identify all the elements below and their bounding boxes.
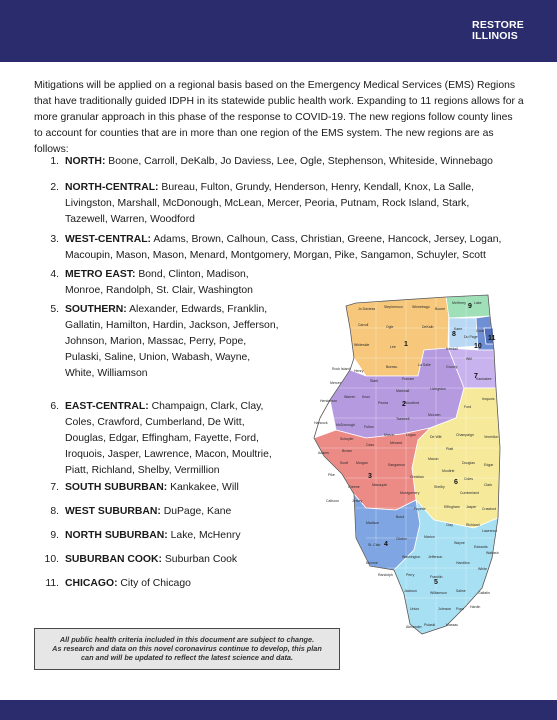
county-label: Madison — [366, 521, 380, 525]
county-label: Piatt — [446, 447, 454, 451]
disclaimer-line-2: As research and data on this novel coronavirus continue to develop, this plan — [52, 644, 322, 653]
region-number: 8. — [50, 506, 59, 517]
region-number-label: 3 — [368, 473, 372, 480]
county-label: Logan — [406, 433, 416, 437]
county-label: Moultrie — [442, 469, 455, 473]
restore-illinois-logo — [472, 20, 524, 42]
county-label: McDonough — [336, 423, 355, 427]
region-text-line — [65, 232, 525, 248]
county-label: Carroll — [358, 323, 369, 327]
intro-paragraph: Mitigations will be applied on a regional basis based on the Emergency Medical Services (EMS) Regions that have traditionally guided IDPH in its statewide public health work. Expanding to 11 regions allows for a more granular approach in this phase of the response to COVID-19. The new regions follow county lines to account for counties that are in more than one region of the EMS system. The new regions are as follows: — [34, 80, 524, 155]
county-label: Effingham — [444, 505, 460, 509]
county-label: Peoria — [378, 401, 389, 405]
region-counties: Boone, Carroll, DeKalb, Jo Daviess, Lee, Ogle, Stephenson, Whiteside, Winnebago — [108, 156, 493, 167]
county-label: Bond — [396, 515, 405, 519]
county-label: Douglas — [462, 461, 475, 465]
region-text-line — [65, 334, 315, 350]
region-counties: Pulaski, Saline, Union, Wabash, Wayne, — [65, 352, 251, 363]
county-label: Schuyler — [340, 437, 354, 441]
region-text — [65, 399, 315, 479]
region-name: SOUTH SUBURBAN: — [65, 482, 168, 493]
region-name: SUBURBAN COOK: — [65, 554, 162, 565]
county-label: Adams — [318, 451, 329, 455]
region-text-line — [65, 302, 315, 318]
county-label: Morgan — [356, 461, 368, 465]
county-label: Franklin — [430, 575, 443, 579]
county-label: Cumberland — [460, 491, 480, 495]
region-text-line — [65, 366, 315, 382]
county-label: Hancock — [314, 421, 328, 425]
region-counties: Alexander, Edwards, Franklin, — [129, 304, 268, 315]
county-label: Wabash — [486, 551, 499, 555]
county-label: Perry — [406, 573, 415, 577]
logo-line-1: RESTORE — [472, 19, 524, 31]
region-number: 5. — [50, 304, 59, 315]
county-label: Calhoun — [326, 499, 340, 503]
county-label: Jersey — [352, 499, 363, 503]
county-label: Coles — [464, 477, 473, 481]
region-text-line — [65, 283, 315, 299]
county-label: Brown — [342, 449, 352, 453]
county-label: Stephenson — [384, 305, 403, 309]
county-label: Wayne — [454, 541, 465, 545]
region-counties: Piatt, Richland, Shelby, Vermillion — [65, 465, 220, 476]
county-label: Lake — [474, 301, 482, 305]
county-label: Edgar — [484, 463, 494, 467]
county-label: Tazewell — [396, 417, 410, 421]
county-label: Sangamon — [388, 463, 405, 467]
region-number-label: 6 — [454, 479, 458, 486]
county-label: Bureau — [386, 365, 398, 369]
county-label: Pike — [328, 473, 335, 477]
region-text-line — [65, 248, 525, 264]
region-text-line — [65, 463, 315, 479]
county-label: Will — [466, 357, 472, 361]
county-label: Lee — [390, 345, 396, 349]
footer-bar — [0, 700, 557, 720]
county-label: Kankakee — [476, 377, 492, 381]
county-label: Marion — [424, 535, 435, 539]
county-label: Clinton — [396, 537, 407, 541]
region-number: 11. — [45, 578, 59, 589]
region-text-line — [65, 267, 315, 283]
county-label: Saline — [456, 589, 466, 593]
county-label: Cook — [476, 329, 485, 333]
region-counties: Kankakee, Will — [170, 482, 239, 493]
region-counties: Bond, Clinton, Madison, — [138, 269, 249, 280]
county-label: Woodford — [404, 401, 420, 405]
county-label: Mercer — [330, 381, 341, 385]
region-counties: Bureau, Fulton, Grundy, Henderson, Henry, Kendall, Knox, La Salle, — [161, 182, 475, 193]
county-label: Vermilion — [484, 435, 499, 439]
county-label: McLean — [428, 413, 441, 417]
county-label: Williamson — [430, 591, 447, 595]
county-label: Fulton — [364, 425, 374, 429]
region-counties: Gallatin, Hamilton, Hardin, Jackson, Jefferson, — [65, 320, 279, 331]
county-label: Jefferson — [428, 555, 443, 559]
county-label: Richland — [466, 523, 480, 527]
region-text-line — [65, 196, 525, 212]
county-label: Jasper — [466, 505, 477, 509]
county-label: Crawford — [482, 507, 497, 511]
region-number: 7. — [50, 482, 59, 493]
disclaimer-line-1: All public health criteria included in this document are subject to change. — [59, 635, 315, 644]
region-name: NORTH: — [65, 156, 106, 167]
region-text — [65, 267, 315, 299]
region-counties: Macoupin, Mason, Mason, Menard, Montgomery, Morgan, Pike, Sangamon, Schuyler, Scott — [65, 250, 486, 261]
region-text — [65, 232, 525, 264]
region-counties: Adams, Brown, Calhoun, Cass, Christian, Greene, Hancock, Jersey, Logan, — [153, 234, 502, 245]
region-text-line — [65, 154, 525, 170]
region-text-line — [65, 431, 315, 447]
county-label: Kendall — [446, 347, 458, 351]
region-counties: Champaign, Clark, Clay, — [151, 401, 264, 412]
region-text-line — [65, 318, 315, 334]
county-label: Champaign — [456, 433, 474, 437]
region-number-label: 5 — [434, 579, 438, 586]
region-number: 10. — [44, 554, 59, 565]
county-label: Ogle — [386, 325, 394, 329]
region-name: NORTH SUBURBAN: — [65, 530, 168, 541]
county-label: Alexander — [406, 625, 422, 629]
county-label: Iroquois — [482, 397, 495, 401]
region-counties: DuPage, Kane — [163, 506, 232, 517]
county-label: Mason — [384, 433, 395, 437]
county-label: Ford — [464, 405, 472, 409]
county-label: Randolph — [378, 573, 393, 577]
county-label: Christian — [410, 475, 424, 479]
county-label: Jackson — [404, 589, 417, 593]
county-label: McHenry — [452, 301, 467, 305]
county-label: Pope — [456, 607, 465, 611]
region-name: SOUTHERN: — [65, 304, 127, 315]
region-name: WEST-CENTRAL: — [65, 234, 152, 245]
region-text-line — [65, 447, 315, 463]
region-counties: Coles, Crawford, Cumberland, De Witt, — [65, 417, 245, 428]
region-number: 6. — [50, 401, 59, 412]
county-label: Grundy — [446, 365, 458, 369]
county-label: Massac — [446, 623, 459, 627]
region-counties: Monroe, Randolph, St. Clair, Washington — [65, 285, 253, 296]
region-name: WEST SUBURBAN: — [65, 506, 161, 517]
county-label: Edwards — [474, 545, 488, 549]
county-label: DeKalb — [422, 325, 434, 329]
county-label: Shelby — [434, 485, 445, 489]
county-label: Winnebago — [412, 305, 430, 309]
county-label: Montgomery — [400, 491, 420, 495]
county-label: Gallatin — [478, 591, 490, 595]
county-label: Clay — [446, 523, 454, 527]
county-label: Stark — [370, 379, 379, 383]
region-text-line — [65, 399, 315, 415]
logo-line-2: ILLINOIS — [472, 30, 518, 42]
region-number: 1. — [50, 156, 59, 167]
county-label: De Witt — [430, 435, 442, 439]
region-number-label: 7 — [474, 373, 478, 380]
region-number-label: 4 — [384, 541, 388, 548]
county-label: Macoupin — [372, 483, 388, 487]
region-counties: Iroquois, Jasper, Lawrence, Macon, Moultrie, — [65, 449, 272, 460]
county-label: Washington — [402, 555, 421, 559]
county-label: St. Clair — [368, 543, 381, 547]
region-name: EAST-CENTRAL: — [65, 401, 149, 412]
county-label: Pulaski — [424, 623, 436, 627]
county-label: Kane — [454, 327, 463, 331]
region-counties: Douglas, Edgar, Effingham, Fayette, Ford, — [65, 433, 259, 444]
county-label: Menard — [390, 441, 402, 445]
county-label: Rock Island — [332, 367, 351, 371]
region-number-label: 2 — [402, 401, 406, 408]
county-label: Macon — [428, 457, 439, 461]
region-counties: Livingston, Marshall, McDonough, McLean, Mercer, Peoria, Putnam, Rock Island, Stark, — [65, 198, 470, 209]
county-label: Henry — [354, 369, 364, 373]
county-label: Livingston — [430, 387, 446, 391]
county-label: Scott — [340, 461, 348, 465]
county-label: Clark — [484, 483, 493, 487]
county-label: Cass — [366, 443, 374, 447]
county-label: Hamilton — [456, 561, 470, 565]
county-label: Hardin — [470, 605, 481, 609]
region-text-line — [65, 212, 525, 228]
disclaimer-line-3: can and will be updated to reflect the latest science and data. — [80, 653, 294, 662]
region-name: CHICAGO: — [65, 578, 118, 589]
region-number-label: 11 — [488, 335, 496, 342]
region-text-line — [65, 415, 315, 431]
region-number-label: 10 — [474, 343, 482, 350]
county-label: Johnson — [438, 607, 452, 611]
county-label: Warren — [344, 395, 356, 399]
county-label: Boone — [435, 307, 446, 311]
region-text-line — [65, 180, 525, 196]
county-label: Lawrence — [482, 529, 498, 533]
region-number: 3. — [50, 234, 59, 245]
county-label: Knox — [362, 395, 370, 399]
region-counties: Suburban Cook — [164, 554, 238, 565]
county-label: Du Page — [464, 335, 478, 339]
county-label: Marshall — [396, 389, 410, 393]
region-counties: City of Chicago — [120, 578, 191, 589]
illinois-region-map — [306, 288, 552, 648]
county-label: La Salle — [418, 363, 431, 367]
county-label: Whiteside — [354, 343, 370, 347]
region-number-label: 9 — [468, 303, 472, 310]
region-number-label: 8 — [452, 331, 456, 338]
county-label: Jo Daviess — [358, 307, 376, 311]
county-label: Monroe — [366, 561, 378, 565]
county-label: White — [478, 567, 487, 571]
county-label: Fayette — [414, 507, 426, 511]
region-number-label: 1 — [404, 341, 408, 348]
region-text-line — [65, 350, 315, 366]
header-bar — [0, 0, 557, 62]
county-label: Greene — [348, 485, 360, 489]
region-number: 9. — [50, 530, 59, 541]
region-text — [65, 180, 525, 228]
region-text — [65, 302, 315, 382]
region-text — [65, 154, 525, 170]
county-label: Union — [410, 607, 420, 611]
county-label: Henderson — [320, 399, 338, 403]
region-number: 4. — [50, 269, 59, 280]
region-counties: Tazewell, Warren, Woodford — [65, 214, 195, 225]
region-counties: Lake, McHenry — [170, 530, 241, 541]
region-counties: White, Williamson — [65, 368, 148, 379]
region-name: METRO EAST: — [65, 269, 136, 280]
region-name: NORTH-CENTRAL: — [65, 182, 159, 193]
region-counties: Johnson, Marion, Massac, Perry, Pope, — [65, 336, 247, 347]
disclaimer-box — [34, 628, 340, 670]
county-label: Putnam — [402, 377, 415, 381]
region-number: 2. — [50, 182, 59, 193]
